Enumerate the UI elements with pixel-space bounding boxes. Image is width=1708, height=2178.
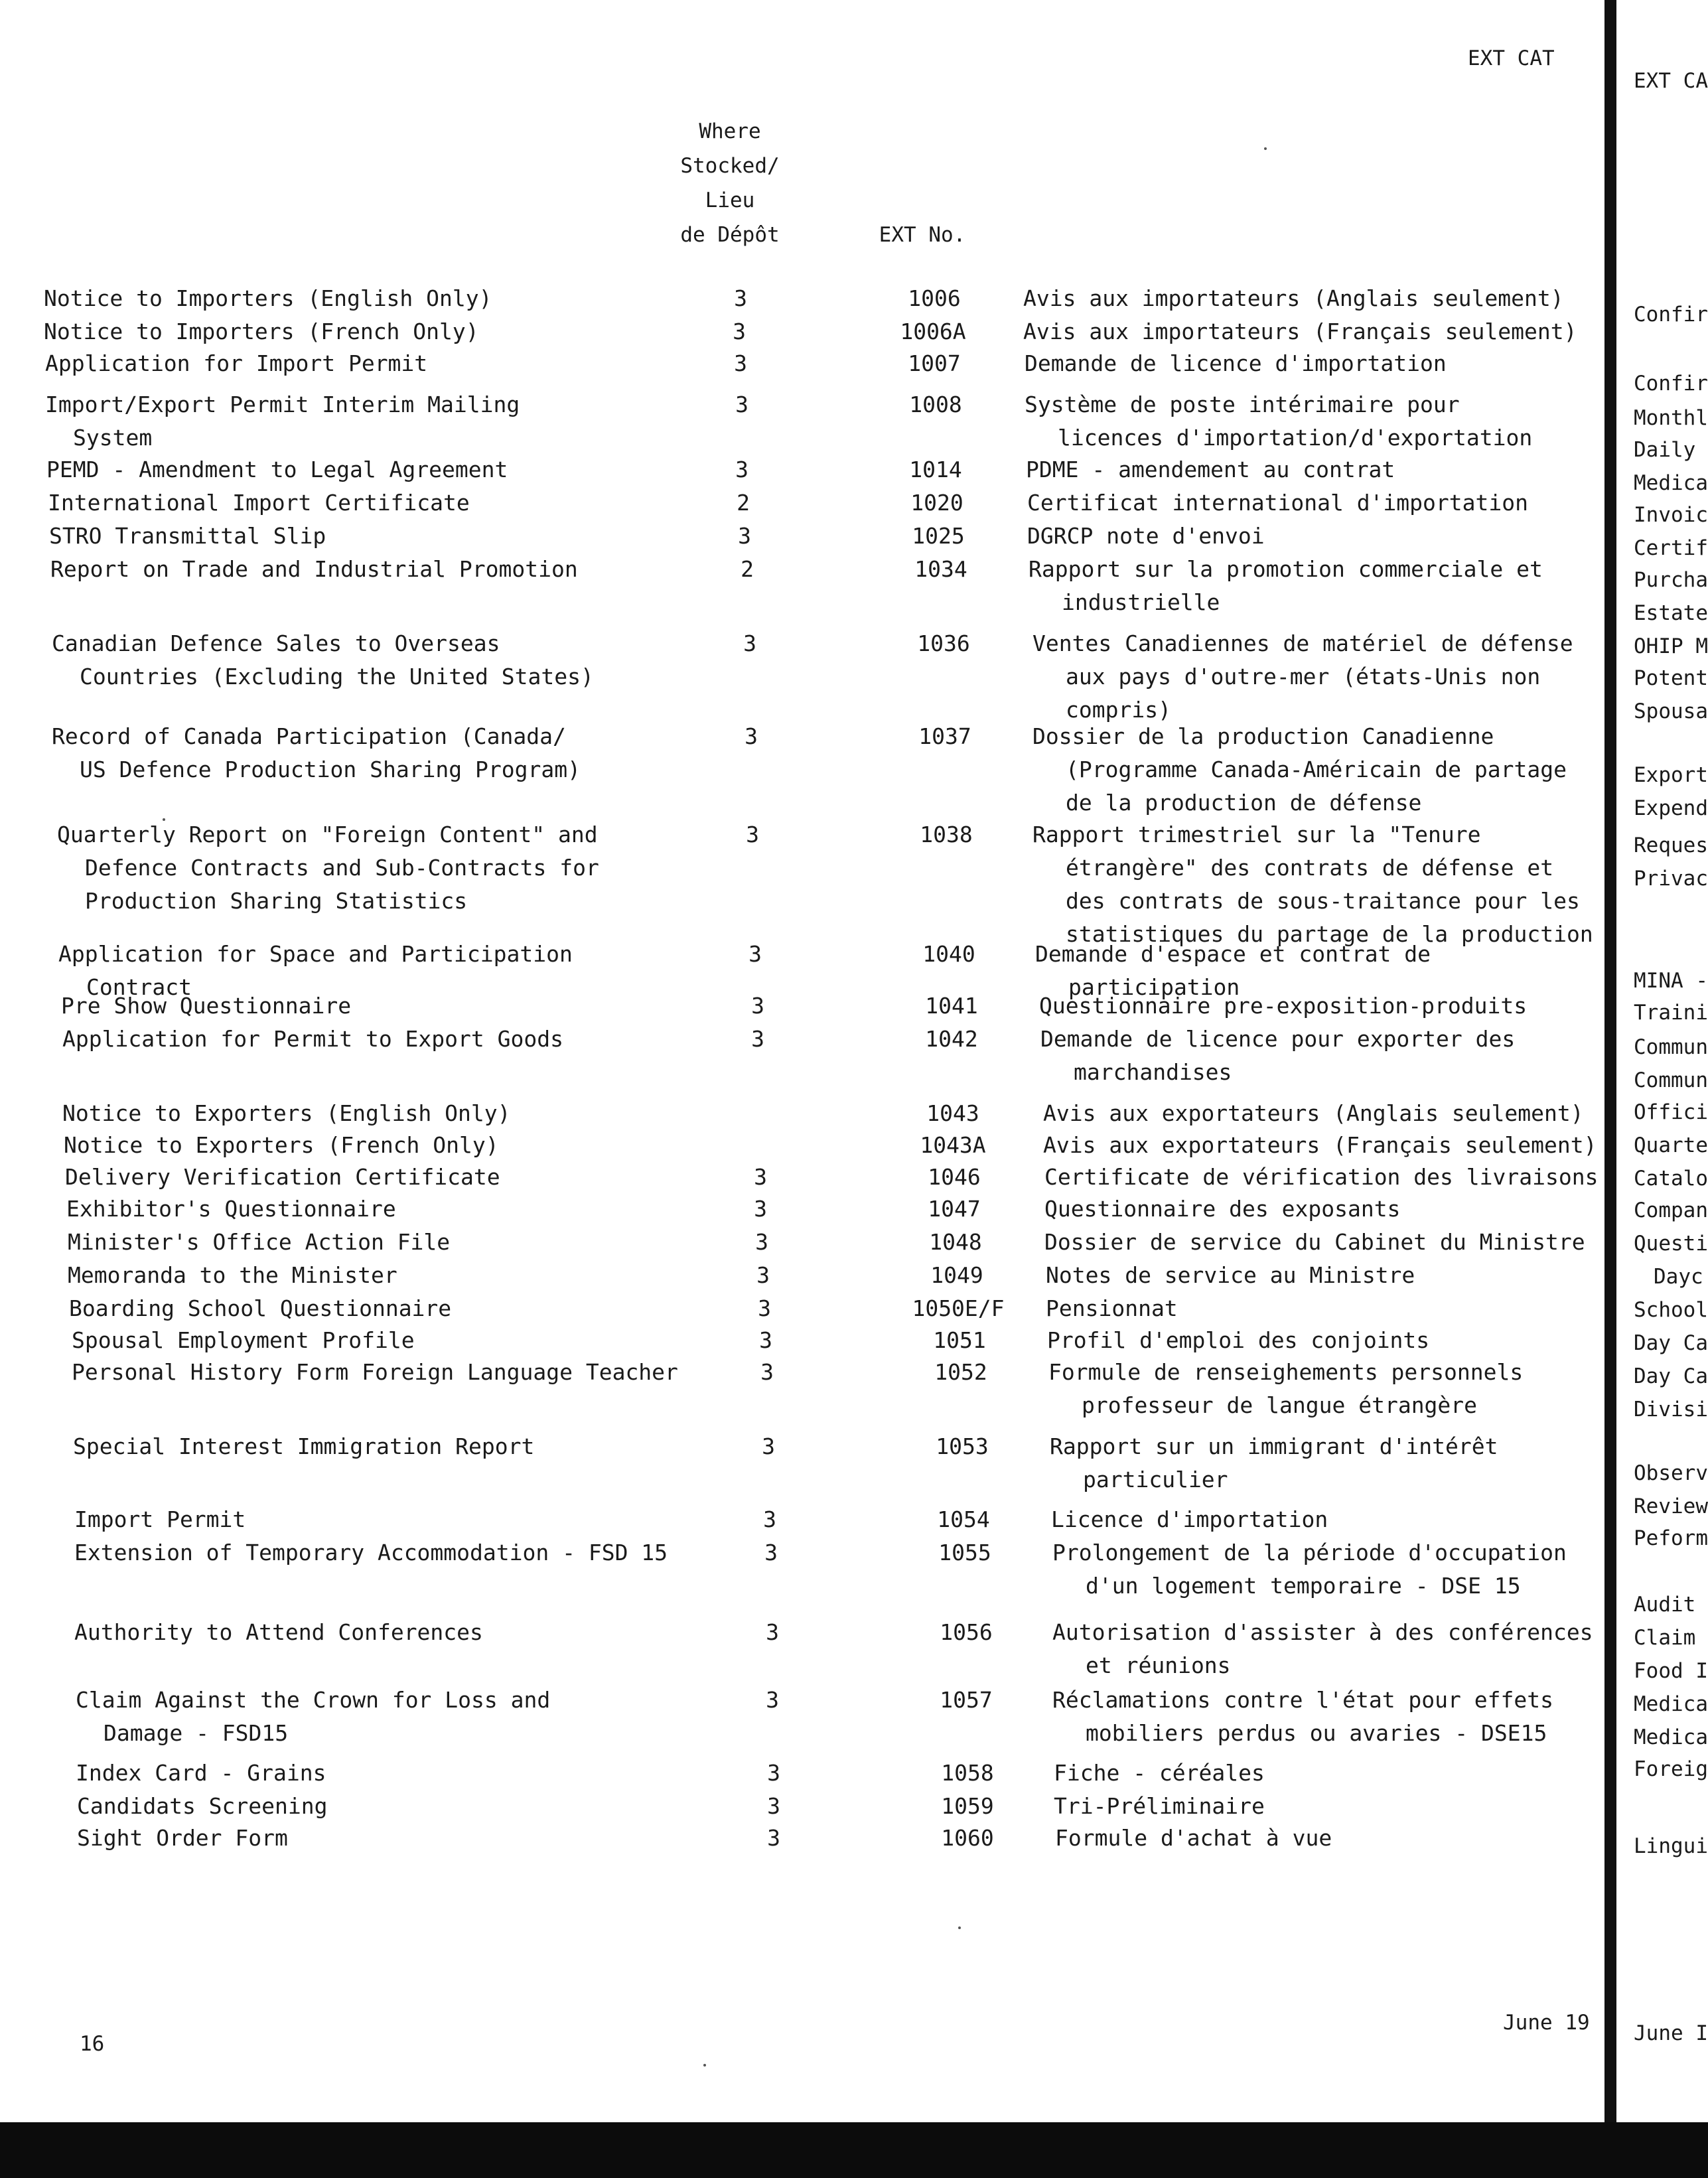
entry-ext-number: 1040 bbox=[922, 941, 975, 967]
entry-stock-location: 3 bbox=[759, 1327, 772, 1353]
french-title-line: Formule d'achat à vue bbox=[1055, 1825, 1332, 1851]
french-title-line: de la production de défense bbox=[1066, 790, 1422, 816]
entry-french-title bbox=[1044, 1226, 1628, 1259]
french-title-line: Dossier de service du Cabinet du Ministre bbox=[1044, 1229, 1585, 1255]
entry-ext-number: 1008 bbox=[909, 392, 962, 417]
entry-english-title bbox=[61, 989, 718, 1023]
english-title-line: Application for Import Permit bbox=[45, 350, 428, 376]
entry-stock-location: 3 bbox=[762, 1433, 775, 1459]
catalog-header-label: EXT CAT bbox=[1468, 46, 1555, 70]
adjacent-page-text-fragment: Privac bbox=[1634, 867, 1708, 891]
adjacent-page-text-fragment: Divisi bbox=[1634, 1398, 1708, 1421]
adjacent-page-text-fragment: Questi bbox=[1634, 1232, 1708, 1256]
french-title-line: Avis aux importateurs (Français seulement) bbox=[1023, 319, 1577, 344]
french-title-line: marchandises bbox=[1074, 1059, 1232, 1085]
french-title-line: Réclamations contre l'état pour effets bbox=[1052, 1687, 1553, 1713]
entry-ext-number: 1053 bbox=[936, 1433, 989, 1459]
english-title-line: Production Sharing Statistics bbox=[85, 888, 468, 914]
entry-ext-number: 1034 bbox=[914, 556, 967, 582]
entry-english-title bbox=[76, 1684, 733, 1750]
entry-ext-number: 1025 bbox=[912, 523, 965, 549]
french-title-line: Demande de licence pour exporter des bbox=[1040, 1026, 1516, 1052]
entry-english-title bbox=[48, 486, 705, 520]
entry-ext-number: 1050E/F bbox=[912, 1295, 1005, 1321]
french-title-line: compris) bbox=[1066, 697, 1171, 723]
french-title-line: Formule de renseighements personnels bbox=[1048, 1359, 1524, 1385]
entry-english-title bbox=[57, 818, 714, 918]
adjacent-page-text-fragment: Estate bbox=[1634, 601, 1708, 625]
english-title-line: Delivery Verification Certificate bbox=[65, 1164, 500, 1190]
french-title-line: Avis aux exportateurs (Français seulement) bbox=[1043, 1132, 1597, 1158]
entry-french-title bbox=[1026, 453, 1610, 486]
entry-french-title bbox=[1054, 1790, 1638, 1823]
adjacent-page-text-fragment: Medica bbox=[1634, 1725, 1708, 1749]
entry-english-title bbox=[65, 1161, 722, 1194]
entry-english-title bbox=[73, 1430, 730, 1463]
adjacent-page-text-fragment: Day Ca bbox=[1634, 1331, 1708, 1355]
french-title-line: industrielle bbox=[1062, 589, 1220, 615]
french-title-line: licences d'importation/d'exportation bbox=[1058, 425, 1533, 451]
entry-ext-number: 1055 bbox=[938, 1540, 991, 1565]
french-title-line: Avis aux exportateurs (Anglais seulement) bbox=[1043, 1100, 1584, 1126]
entry-stock-location: 3 bbox=[758, 1295, 771, 1321]
adjacent-page-text-fragment: Observ bbox=[1634, 1461, 1708, 1485]
entry-french-title bbox=[1025, 347, 1608, 380]
entry-stock-location: 3 bbox=[738, 523, 751, 549]
french-title-line: Rapport trimestriel sur la "Tenure bbox=[1032, 822, 1481, 847]
entry-stock-location: 3 bbox=[751, 1026, 764, 1052]
french-title-line: Demande de licence d'importation bbox=[1025, 350, 1447, 376]
french-title-line: Prolongement de la période d'occupation bbox=[1052, 1540, 1567, 1565]
english-title-line: Countries (Excluding the United States) bbox=[80, 664, 594, 690]
entry-english-title bbox=[68, 1259, 725, 1292]
entry-french-title bbox=[1051, 1503, 1635, 1536]
adjacent-page-text-fragment: OHIP M bbox=[1634, 634, 1708, 658]
french-title-line: Questionnaire des exposants bbox=[1044, 1196, 1401, 1222]
adjacent-page-text-fragment: Invoic bbox=[1634, 503, 1708, 527]
entry-french-title bbox=[1023, 315, 1607, 348]
entry-ext-number: 1048 bbox=[929, 1229, 982, 1255]
entry-french-title bbox=[1046, 1292, 1630, 1325]
french-title-line: Certificat international d'importation bbox=[1027, 490, 1528, 516]
adjacent-page-text-fragment: Commun bbox=[1634, 1035, 1708, 1059]
english-title-line: Personal History Form Foreign Language Teacher bbox=[72, 1359, 678, 1385]
entry-french-title bbox=[1032, 627, 1616, 727]
english-title-line: Defence Contracts and Sub-Contracts for bbox=[85, 855, 599, 881]
entry-english-title bbox=[72, 1324, 729, 1357]
entry-stock-location: 3 bbox=[748, 941, 762, 967]
english-title-line: Notice to Exporters (French Only) bbox=[64, 1132, 499, 1158]
french-title-line: Dossier de la production Canadienne bbox=[1032, 723, 1494, 749]
french-title-line: Rapport sur la promotion commerciale et bbox=[1029, 556, 1543, 582]
adjacent-page-text-fragment: Potent bbox=[1634, 666, 1708, 690]
english-title-line: Minister's Office Action File bbox=[68, 1229, 451, 1255]
entry-english-title bbox=[62, 1023, 719, 1056]
adjacent-page-text-fragment: School bbox=[1634, 1298, 1708, 1322]
adjacent-page-text-fragment: Spousa bbox=[1634, 699, 1708, 723]
french-title-line: Système de poste intérimaire pour bbox=[1025, 392, 1460, 417]
scan-speck bbox=[958, 1926, 961, 1929]
entry-english-title bbox=[49, 520, 706, 553]
entry-french-title bbox=[1027, 520, 1611, 553]
column-header-where-stocked bbox=[670, 114, 790, 252]
entry-ext-number: 1054 bbox=[937, 1506, 990, 1532]
entry-ext-number: 1049 bbox=[930, 1262, 983, 1288]
english-title-line: Application for Space and Participation bbox=[58, 941, 573, 967]
french-title-line: Fiche - céréales bbox=[1054, 1760, 1265, 1786]
column-header-line: de Dépôt bbox=[680, 223, 780, 247]
adjacent-page-text-fragment: Catalo bbox=[1634, 1167, 1708, 1191]
entry-stock-location: 3 bbox=[735, 392, 748, 417]
entry-ext-number: 1014 bbox=[909, 457, 962, 482]
adjacent-page-text-fragment: Traini bbox=[1634, 1001, 1708, 1025]
entry-english-title bbox=[62, 1097, 719, 1130]
entry-french-title bbox=[1052, 1684, 1636, 1750]
entry-stock-location: 3 bbox=[745, 723, 758, 749]
adjacent-page-text-fragment: Quarte bbox=[1634, 1133, 1708, 1157]
adjacent-page-text-fragment: Day Ca bbox=[1634, 1364, 1708, 1388]
french-title-line: Autorisation d'assister à des conférences bbox=[1052, 1619, 1593, 1645]
english-title-line: Sight Order Form bbox=[77, 1825, 288, 1851]
entry-ext-number: 1059 bbox=[941, 1793, 994, 1819]
entry-ext-number: 1020 bbox=[910, 490, 963, 516]
english-title-line: Notice to Importers (English Only) bbox=[44, 285, 492, 311]
entry-stock-location: 3 bbox=[734, 285, 747, 311]
english-title-line: Memoranda to the Minister bbox=[68, 1262, 397, 1288]
entry-stock-location: 3 bbox=[743, 630, 756, 656]
adjacent-page-text-fragment: Foreig bbox=[1634, 1757, 1708, 1781]
entry-french-title bbox=[1052, 1536, 1636, 1603]
entry-english-title bbox=[69, 1292, 726, 1325]
adjacent-page-text-fragment: Claim bbox=[1634, 1626, 1696, 1650]
entry-stock-location: 3 bbox=[760, 1359, 774, 1385]
french-title-line: Pensionnat bbox=[1046, 1295, 1178, 1321]
entry-ext-number: 1051 bbox=[933, 1327, 986, 1353]
entry-french-title bbox=[1044, 1161, 1628, 1194]
entry-stock-location: 3 bbox=[764, 1540, 778, 1565]
english-title-line: Damage - FSD15 bbox=[104, 1720, 289, 1746]
adjacent-page-text-fragment: Export bbox=[1634, 763, 1708, 787]
english-title-line: STRO Transmittal Slip bbox=[49, 523, 326, 549]
french-title-line: Questionnaire pre-exposition-produits bbox=[1039, 993, 1528, 1019]
entry-ext-number: 1038 bbox=[920, 822, 973, 847]
entry-stock-location: 2 bbox=[737, 490, 750, 516]
english-title-line: Pre Show Questionnaire bbox=[61, 993, 352, 1019]
footer-date: June 19 bbox=[1503, 2011, 1590, 2035]
entry-ext-number: 1043 bbox=[926, 1100, 979, 1126]
adjacent-page-text-fragment: Peform bbox=[1634, 1526, 1708, 1550]
column-header-line: Where bbox=[699, 119, 761, 143]
entry-french-title bbox=[1046, 1259, 1630, 1292]
english-title-line: Notice to Importers (French Only) bbox=[44, 319, 479, 344]
entry-ext-number: 1007 bbox=[908, 350, 961, 376]
scan-speck bbox=[1264, 147, 1267, 150]
english-title-line: Claim Against the Crown for Loss and bbox=[76, 1687, 551, 1713]
french-title-line: professeur de langue étrangère bbox=[1082, 1392, 1478, 1418]
english-title-line: US Defence Production Sharing Program) bbox=[80, 757, 581, 782]
french-title-line: DGRCP note d'envoi bbox=[1027, 523, 1265, 549]
english-title-line: Application for Permit to Export Goods bbox=[62, 1026, 563, 1052]
french-title-line: Rapport sur un immigrant d'intérêt bbox=[1050, 1433, 1498, 1459]
entry-ext-number: 1057 bbox=[940, 1687, 993, 1713]
french-title-line: statistiques du partage de la production bbox=[1066, 921, 1593, 947]
adjacent-page-text-fragment: Commun bbox=[1634, 1068, 1708, 1092]
entry-ext-number: 1058 bbox=[941, 1760, 994, 1786]
entry-french-title bbox=[1032, 818, 1616, 951]
entry-english-title bbox=[66, 1193, 723, 1226]
entry-english-title bbox=[52, 627, 709, 693]
adjacent-page-text-fragment: Confir bbox=[1634, 303, 1708, 327]
adjacent-page-text-fragment: Purcha bbox=[1634, 568, 1708, 592]
entry-french-title bbox=[1055, 1822, 1639, 1855]
adjacent-page-text-fragment: Review bbox=[1634, 1494, 1708, 1518]
entry-ext-number: 1006A bbox=[900, 319, 966, 344]
adjacent-page-text-fragment: Audit bbox=[1634, 1593, 1696, 1617]
adjacent-page-text-fragment: Reques bbox=[1634, 834, 1708, 857]
english-title-line: Import/Export Permit Interim Mailing bbox=[45, 392, 520, 417]
french-title-line: des contrats de sous-traitance pour les bbox=[1066, 888, 1580, 914]
entry-french-title bbox=[1043, 1129, 1627, 1162]
adjacent-page-text-fragment: Food I bbox=[1634, 1659, 1708, 1683]
english-title-line: Exhibitor's Questionnaire bbox=[66, 1196, 396, 1222]
entry-ext-number: 1056 bbox=[940, 1619, 993, 1645]
french-title-line: Tri-Préliminaire bbox=[1054, 1793, 1265, 1819]
entry-ext-number: 1006 bbox=[908, 285, 961, 311]
french-title-line: Ventes Canadiennes de matériel de défense bbox=[1032, 630, 1573, 656]
entry-french-title bbox=[1052, 1616, 1636, 1682]
adjacent-page-text-fragment: Medica bbox=[1634, 1692, 1708, 1716]
english-title-line: System bbox=[73, 425, 153, 451]
entry-english-title bbox=[45, 388, 702, 455]
entry-english-title bbox=[76, 1757, 733, 1790]
english-title-line: Candidats Screening bbox=[77, 1793, 328, 1819]
french-title-line: Demande d'espace et contrat de bbox=[1035, 941, 1431, 967]
entry-stock-location: 3 bbox=[763, 1506, 776, 1532]
entry-english-title bbox=[50, 553, 707, 586]
entry-ext-number: 1047 bbox=[928, 1196, 981, 1222]
english-title-line: Index Card - Grains bbox=[76, 1760, 326, 1786]
entry-stock-location: 3 bbox=[754, 1196, 767, 1222]
english-title-line: Extension of Temporary Accommodation - FSD 15 bbox=[74, 1540, 668, 1565]
entry-english-title bbox=[74, 1616, 731, 1649]
english-title-line: Notice to Exporters (English Only) bbox=[62, 1100, 511, 1126]
entry-english-title bbox=[46, 453, 703, 486]
entry-ext-number: 1037 bbox=[918, 723, 971, 749]
adjacent-page-text-fragment: Certif bbox=[1634, 536, 1708, 560]
entry-stock-location: 3 bbox=[766, 1619, 779, 1645]
page-number: 16 bbox=[80, 2032, 105, 2056]
entry-stock-location: 3 bbox=[733, 319, 746, 344]
entry-english-title bbox=[68, 1226, 725, 1259]
adjacent-page-text-fragment: MINA - bbox=[1634, 969, 1708, 993]
french-title-line: Certificate de vérification des livraisons bbox=[1044, 1164, 1599, 1190]
entry-english-title bbox=[44, 282, 701, 315]
english-title-line: International Import Certificate bbox=[48, 490, 470, 516]
entry-stock-location: 3 bbox=[734, 350, 747, 376]
entry-stock-location: 3 bbox=[767, 1825, 780, 1851]
english-title-line: Quarterly Report on "Foreign Content" and bbox=[57, 822, 598, 847]
entry-french-title bbox=[1043, 1097, 1627, 1130]
entry-french-title bbox=[1023, 282, 1607, 315]
english-title-line: Record of Canada Participation (Canada/ bbox=[52, 723, 566, 749]
entry-french-title bbox=[1040, 1023, 1624, 1089]
entry-english-title bbox=[77, 1822, 734, 1855]
column-header-line: Lieu bbox=[705, 188, 755, 212]
column-header-ext-no: EXT No. bbox=[879, 223, 966, 247]
entry-french-title bbox=[1050, 1430, 1634, 1496]
french-title-line: mobiliers perdus ou avaries - DSE15 bbox=[1086, 1720, 1547, 1746]
adjacent-page-footer: June I bbox=[1634, 2021, 1708, 2045]
adjacent-page-text-fragment: Offici bbox=[1634, 1100, 1708, 1124]
adjacent-page-text-fragment: Dayc bbox=[1654, 1265, 1703, 1289]
entry-stock-location: 3 bbox=[767, 1760, 780, 1786]
entry-english-title bbox=[74, 1536, 731, 1569]
english-title-line: Spousal Employment Profile bbox=[72, 1327, 415, 1353]
entry-french-title bbox=[1044, 1193, 1628, 1226]
entry-ext-number: 1046 bbox=[928, 1164, 981, 1190]
entry-ext-number: 1060 bbox=[941, 1825, 994, 1851]
entry-stock-location: 3 bbox=[756, 1262, 770, 1288]
french-title-line: particulier bbox=[1083, 1467, 1228, 1492]
entry-english-title bbox=[72, 1356, 729, 1389]
entry-french-title bbox=[1025, 388, 1608, 455]
entry-ext-number: 1042 bbox=[925, 1026, 978, 1052]
entry-stock-location: 3 bbox=[754, 1164, 767, 1190]
entry-ext-number: 1041 bbox=[925, 993, 978, 1019]
french-title-line: Avis aux importateurs (Anglais seulement) bbox=[1023, 285, 1564, 311]
english-title-line: PEMD - Amendment to Legal Agreement bbox=[46, 457, 508, 482]
entry-ext-number: 1043A bbox=[920, 1132, 986, 1158]
adjacent-page-text-fragment: Lingui bbox=[1634, 1834, 1708, 1858]
adjacent-page-header: EXT CA bbox=[1634, 69, 1708, 93]
adjacent-page-text-fragment: Compan bbox=[1634, 1198, 1708, 1222]
entry-stock-location: 3 bbox=[735, 457, 748, 482]
adjacent-page-text-fragment: Daily bbox=[1634, 438, 1696, 462]
entry-french-title bbox=[1048, 1356, 1632, 1422]
entry-french-title bbox=[1029, 553, 1612, 619]
entry-french-title bbox=[1047, 1324, 1631, 1357]
french-title-line: (Programme Canada-Américain de partage bbox=[1066, 757, 1567, 782]
english-title-line: Canadian Defence Sales to Overseas bbox=[52, 630, 500, 656]
entry-french-title bbox=[1032, 720, 1616, 820]
french-title-line: aux pays d'outre-mer (états-Unis non bbox=[1066, 664, 1541, 690]
english-title-line: Special Interest Immigration Report bbox=[73, 1433, 535, 1459]
entry-stock-location: 3 bbox=[751, 993, 764, 1019]
entry-stock-location: 3 bbox=[746, 822, 759, 847]
english-title-line: Authority to Attend Conferences bbox=[74, 1619, 483, 1645]
english-title-line: Boarding School Questionnaire bbox=[69, 1295, 452, 1321]
column-header-line: Stocked/ bbox=[680, 154, 780, 178]
french-title-line: Notes de service au Ministre bbox=[1046, 1262, 1415, 1288]
entry-english-title bbox=[77, 1790, 734, 1823]
entry-english-title bbox=[44, 315, 701, 348]
entry-french-title bbox=[1054, 1757, 1638, 1790]
adjacent-page-text-fragment: Medica bbox=[1634, 471, 1708, 495]
entry-ext-number: 1036 bbox=[917, 630, 970, 656]
adjacent-page-text-fragment: Monthl bbox=[1634, 406, 1708, 430]
entry-stock-location: 3 bbox=[767, 1793, 780, 1819]
entry-english-title bbox=[52, 720, 709, 786]
scan-speck bbox=[703, 2064, 706, 2067]
entry-french-title bbox=[1039, 989, 1623, 1023]
entry-ext-number: 1052 bbox=[934, 1359, 987, 1385]
adjacent-page-fragment bbox=[1616, 0, 1708, 2122]
entry-english-title bbox=[45, 347, 702, 380]
scan-speck bbox=[163, 818, 165, 821]
french-title-line: Licence d'importation bbox=[1051, 1506, 1328, 1532]
book-spine-shadow bbox=[1604, 0, 1616, 2142]
french-title-line: et réunions bbox=[1086, 1652, 1231, 1678]
entry-stock-location: 3 bbox=[766, 1687, 779, 1713]
english-title-line: Contract bbox=[86, 974, 192, 1000]
english-title-line: Report on Trade and Industrial Promotion bbox=[50, 556, 578, 582]
french-title-line: Profil d'emploi des conjoints bbox=[1047, 1327, 1430, 1353]
french-title-line: PDME - amendement au contrat bbox=[1026, 457, 1395, 482]
scan-bottom-edge bbox=[0, 2122, 1708, 2178]
french-title-line: étrangère" des contrats de défense et bbox=[1066, 855, 1554, 881]
entry-english-title bbox=[74, 1503, 731, 1536]
entry-french-title bbox=[1027, 486, 1611, 520]
french-title-line: participation bbox=[1068, 974, 1240, 1000]
entry-stock-location: 2 bbox=[741, 556, 754, 582]
entry-stock-location: 3 bbox=[755, 1229, 768, 1255]
adjacent-page-text-fragment: Confir bbox=[1634, 372, 1708, 396]
english-title-line: Import Permit bbox=[74, 1506, 246, 1532]
entry-english-title bbox=[64, 1129, 721, 1162]
french-title-line: d'un logement temporaire - DSE 15 bbox=[1086, 1573, 1521, 1599]
adjacent-page-text-fragment: Expend bbox=[1634, 796, 1708, 820]
